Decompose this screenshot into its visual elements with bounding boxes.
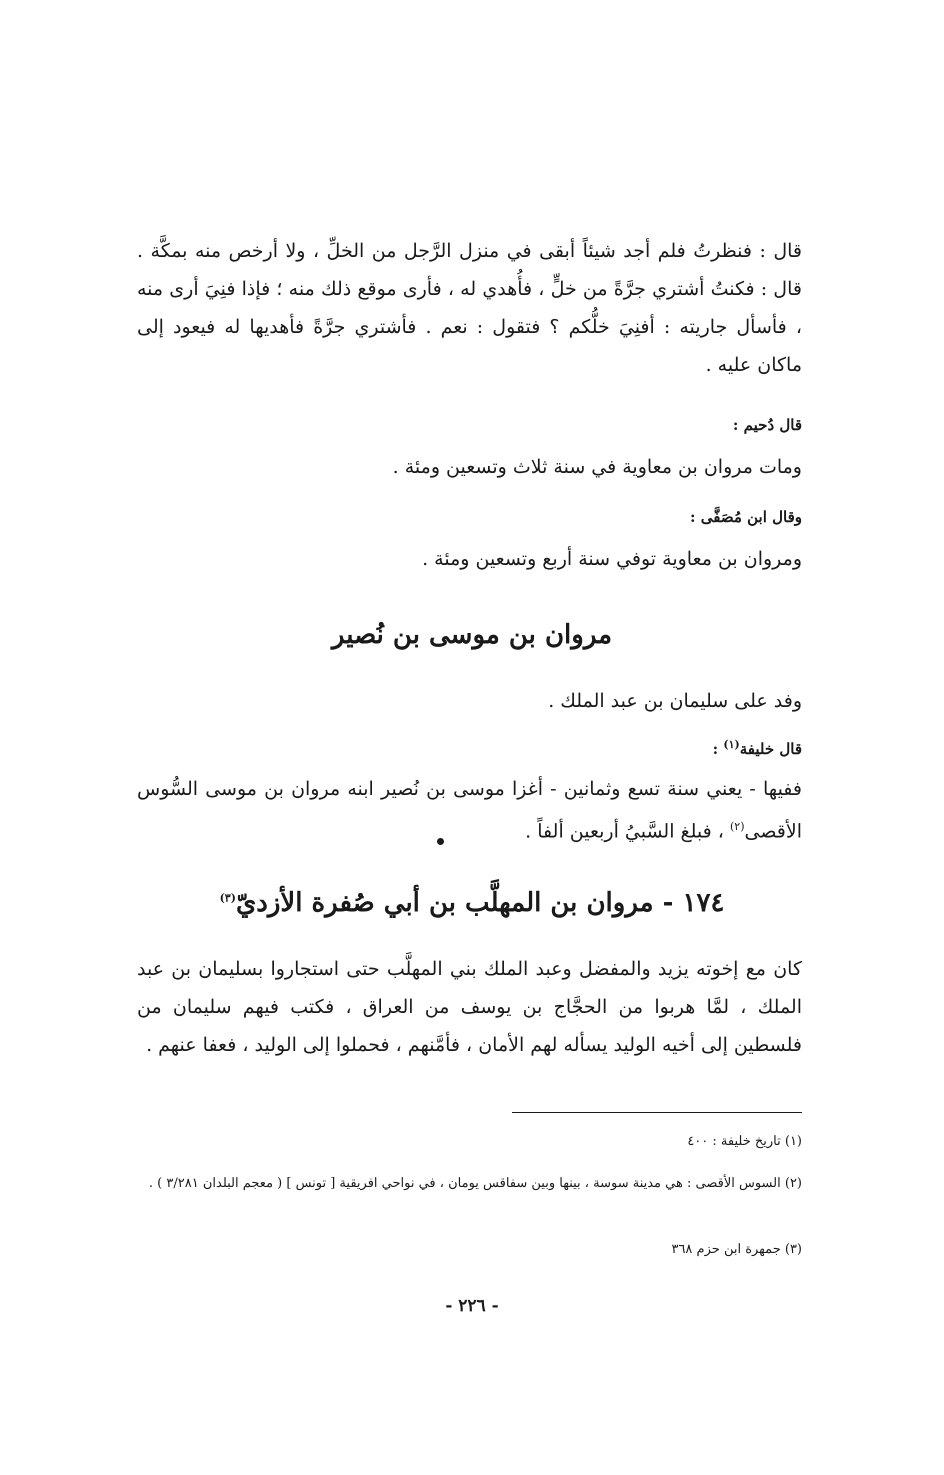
paragraph-vinegar-story [137, 232, 802, 384]
footnote-3: (٣) جمهرة ابن حزم ٣٦٨ [671, 1242, 802, 1257]
speaker-name: قال خليفة [739, 740, 802, 758]
ink-dot [437, 838, 444, 845]
text-part: ففيها - يعني سنة تسع وثمانين - أغزا موسى بن نُصير ابنه مروان بن موسى السُّوس الأقصى [137, 778, 802, 843]
text-part: ، فبلغ السَّبيُ أربعين ألفاً . [525, 820, 730, 843]
footnote-separator [512, 1112, 802, 1113]
footnote-2: (٢) السوس الأقصى : هي مدينة سوسة ، بينها وبين سفاقس يومان ، في نواحي افريقية [ تونس ] ( معجم البلدان ٣/٢٨١ ) . [148, 1176, 802, 1191]
paragraph-text: ومروان بن معاوية توفي سنة أربع وتسعين ومئة . [422, 548, 802, 570]
paragraph-text: ومات مروان بن معاوية في سنة ثلاث وتسعين ومئة . [392, 456, 802, 478]
section-heading-marwan-ibn-musa: مروان بن موسى بن نُصير [331, 620, 613, 650]
quote-ibn-musaffa-text [137, 540, 802, 578]
quote-duhaym-label [137, 416, 802, 434]
quote-khalifa-label [137, 738, 802, 758]
section-heading-entry-174 [0, 888, 944, 918]
paragraph-text: قال : فنظرتُ فلم أجد شيئاً أبقى في منزل الرَّجل من الخلِّ ، ولا أرخص منه بمكَّة . قال : فكنتُ أشتري جرَّةً من خلٍّ ، فأُهدي له ، فأرى موقع ذلك منه ؛ فإذا فنِيَ أرى منه ، فأسأل جاريته : أفنِيَ خلُّكم ؟ فتقول : نعم . فأشتري جرَّةً فأهديها له فيعود إلى ماكان عليه . [137, 240, 802, 376]
speaker-label: قال دُحيم : [732, 416, 802, 434]
paragraph-muhallab-brothers [137, 950, 802, 1064]
paragraph-text [137, 770, 802, 850]
footnote-ref: (٣) [219, 891, 236, 905]
paragraph-text: وفد على سليمان بن عبد الملك . [548, 690, 802, 712]
footnote-1: (١) تاريخ خليفة : ٤٠٠ [687, 1134, 802, 1149]
quote-duhaym-text [137, 448, 802, 486]
page-number: - ٢٢٦ - [445, 1296, 499, 1316]
quote-ibn-musaffa-label [137, 508, 802, 526]
footnote-ref: (١) [723, 738, 740, 751]
heading-text: ١٧٤ - مروان بن المهلَّب بن أبي صُفرة الأزديّ [235, 888, 725, 918]
paragraph-wafad [137, 682, 802, 720]
colon: : [712, 740, 724, 758]
footnote-ref: (٢) [729, 820, 745, 833]
paragraph-text: كان مع إخوته يزيد والمفضل وعبد الملك بني المهلَّب حتى استجاروا بسليمان بن عبد الملك ، لمَّا هربوا من الحجَّاج بن يوسف من العراق ، فكتب فيهم سليمان من فلسطين إلى أخيه الوليد يسأله لهم الأمان ، فأمَّنهم ، فحملوا إلى الوليد ، فعفا عنهم . [137, 958, 802, 1056]
paragraph-sus-campaign [137, 770, 802, 850]
speaker-label [137, 738, 802, 758]
speaker-label: وقال ابن مُصَفَّى : [690, 508, 802, 526]
